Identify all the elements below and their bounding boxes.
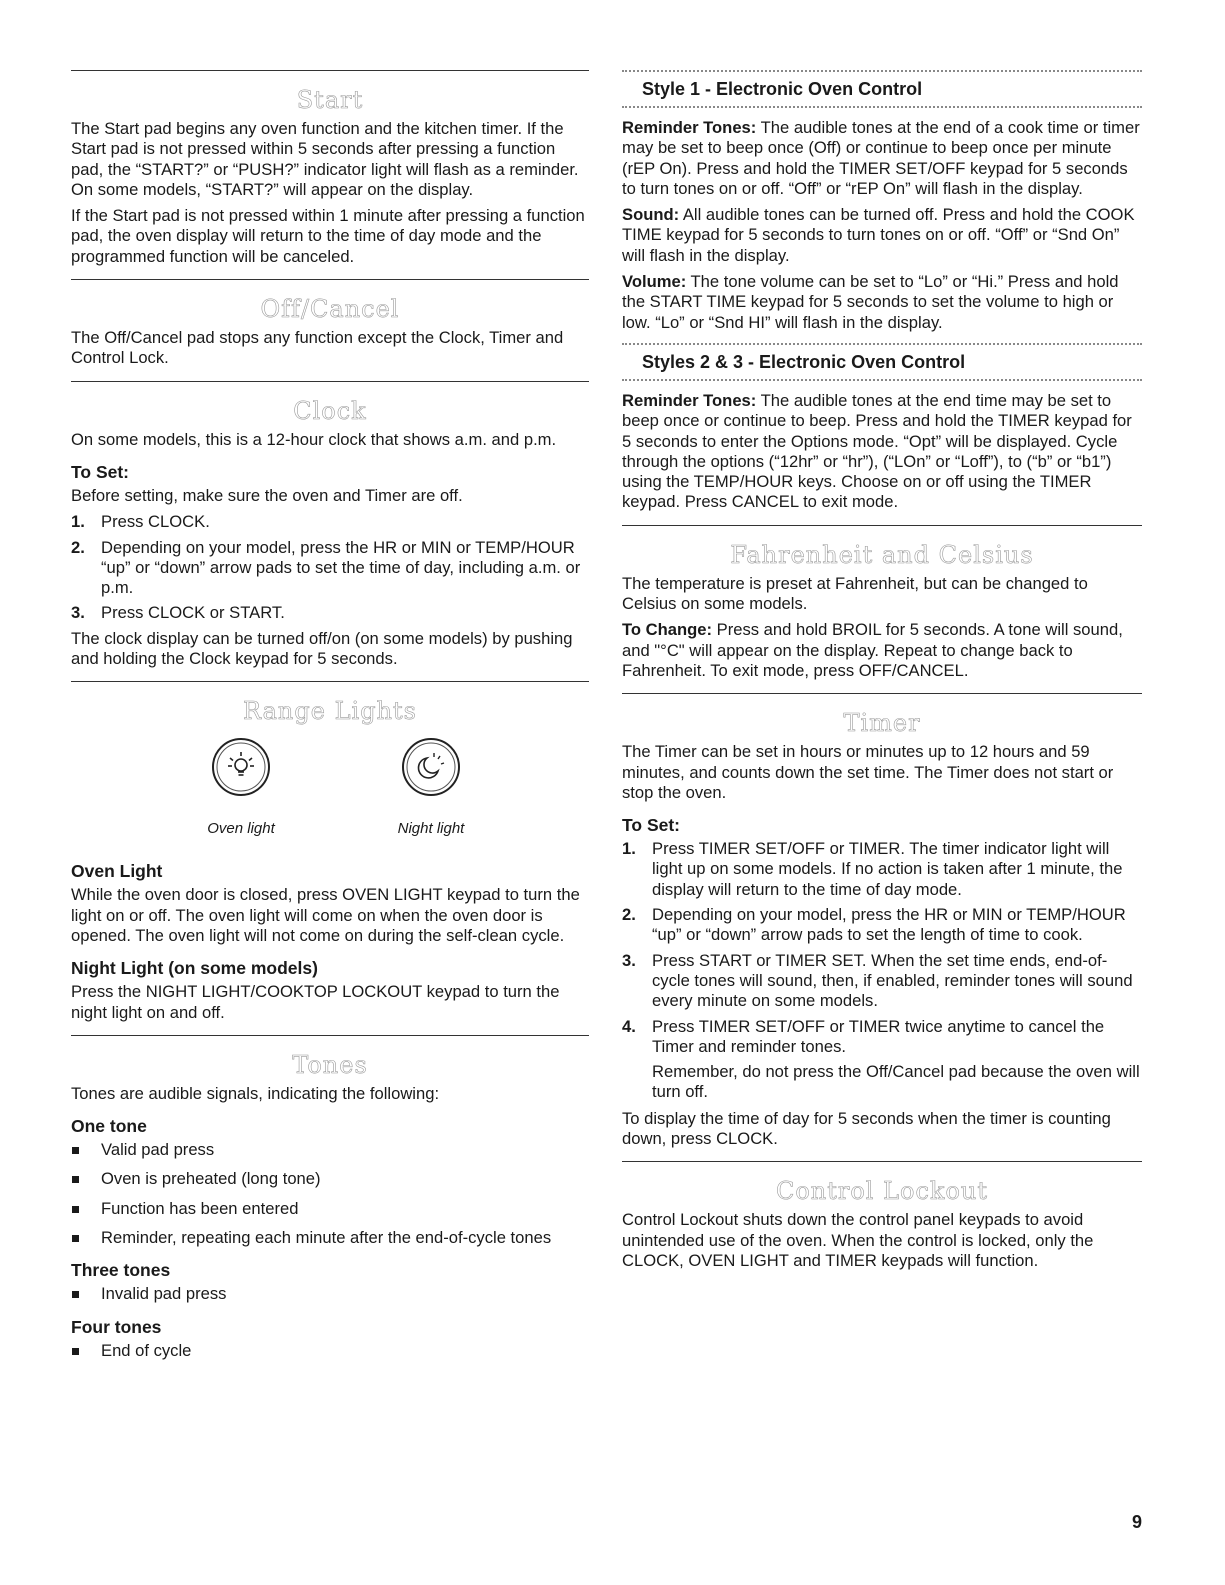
style1-heading: Style 1 - Electronic Oven Control (642, 79, 923, 99)
four-tones-heading: Four tones (71, 1316, 162, 1337)
oven-light-bulb-icon (210, 736, 272, 798)
section-divider (71, 70, 589, 71)
clock-steps (71, 512, 589, 623)
fahrenheit-change (622, 620, 1142, 681)
section-divider (71, 681, 589, 682)
style1-volume-label: Volume: (622, 272, 687, 292)
step-number: 3. (71, 603, 85, 623)
step-text: Press START or TIMER SET. When the set time ends, end-of-cycle tones will sound, then, if enabled, reminder tones will sound every minute on some models. (652, 950, 1133, 1011)
off-cancel-title: Off/Cancel (260, 295, 400, 324)
step-text: Depending on your model, press the HR or MIN or TEMP/HOUR “up” or “down” arrow pads to set the length of time to cook. (652, 905, 1126, 945)
style1-volume-text: The tone volume can be set to “Lo” or “Hi.” Press and hold the START TIME keypad for 5 seconds to set the volume to high or low. “Lo” or “Snd HI” will flash in the display. (622, 272, 1119, 332)
step-text: Press CLOCK or START. (101, 603, 285, 623)
list-item (622, 839, 1142, 900)
off-cancel-text: The Off/Cancel pad stops any function except the Clock, Timer and Control Lock. (71, 328, 564, 368)
section-divider (622, 1161, 1142, 1162)
style1-sound (622, 205, 1142, 266)
style23-reminder-text: The audible tones at the end time may be set to beep once or continue to beep. Press and hold the TIMER keypad for 5 seconds to enter the Options mode. “Opt” will be displayed. Cycle through the options (“12hr” or “hr”), (“LOn” or “Loff”), to (“b” or “b1”) using the TEMP/HOUR keys. Choose on or off using the TIMER keypad. Press CANCEL to exit mode. (622, 390, 1132, 512)
dotted-divider (622, 343, 1142, 345)
oven-light-caption: Oven light (207, 820, 275, 838)
fahrenheit-text: The temperature is preset at Fahrenheit, but can be changed to Celsius on some models. (622, 573, 1088, 614)
step-number: 2. (622, 905, 636, 925)
list-item: Invalid pad press (71, 1284, 589, 1304)
timer-intro: The Timer can be set in hours or minutes up to 12 hours and 59 minutes, and counts down the set time. The Timer does not start or stop the oven. (622, 742, 1114, 802)
start-title: Start (296, 86, 364, 114)
list-item: Valid pad press (71, 1140, 589, 1160)
clock-intro: On some models, this is a 12-hour clock that shows a.m. and p.m. (71, 429, 557, 449)
step-text: Press TIMER SET/OFF or TIMER. The timer indicator light will light up on some models. If no action is taken after 1 minute, the display will return to the time of day mode. (652, 839, 1123, 899)
fahrenheit-change-label: To Change: (622, 620, 713, 640)
tones-intro: Tones are audible signals, indicating the following: (71, 1083, 440, 1103)
night-light-text: Press the NIGHT LIGHT/COOKTOP LOCKOUT keypad to turn the night light on and off. (71, 982, 560, 1022)
step-number: 1. (71, 512, 85, 532)
three-tones-list (71, 1284, 589, 1304)
list-item (622, 905, 1142, 946)
start-paragraph-2: If the Start pad is not pressed within 1 minute after pressing a function pad, the oven display will return to the time of day mode and the programmed function will be canceled. (71, 206, 585, 266)
clock-after: The clock display can be turned off/on (on some models) by pushing and holding the Clock keypad for 5 seconds. (71, 628, 573, 669)
section-divider (71, 381, 589, 382)
fahrenheit-change-text: Press and hold BROIL for 5 seconds. A tone will sound, and "°C" will appear on the display. Repeat to change back to Fahrenheit. To exit mode, press OFF/CANCEL. (622, 620, 1123, 680)
one-tone-list (71, 1140, 589, 1248)
control-lockout-title: Control Lockout (775, 1177, 989, 1206)
list-item (622, 951, 1142, 1012)
clock-to-set-heading: To Set: (71, 461, 130, 482)
list-item (622, 1017, 1142, 1058)
dotted-divider (622, 70, 1142, 72)
start-paragraph-1: The Start pad begins any oven function and the kitchen timer. If the Start pad is not pressed within 5 seconds after pressing a function pad, the “START?” or “PUSH?” indicator light will flash as a reminder. On some models, “START?” will appear on the display. (71, 119, 579, 199)
timer-remember: Remember, do not press the Off/Cancel pad because the oven will turn off. (652, 1062, 1140, 1102)
clock-before: Before setting, make sure the oven and Timer are off. (71, 485, 463, 505)
step-number: 2. (71, 537, 85, 557)
list-item (71, 538, 589, 599)
range-light-icons (181, 736, 491, 837)
style1-reminder (622, 118, 1142, 199)
style1-sound-text: All audible tones can be turned off. Press and hold the COOK TIME keypad for 5 seconds to turn tones on or off. “Off” or “Snd On” will flash in the display. (622, 205, 1135, 265)
dotted-divider (622, 379, 1142, 381)
timer-title: Timer (843, 709, 921, 738)
list-item: Reminder, repeating each minute after the end-of-cycle tones (71, 1228, 589, 1248)
style23-reminder (622, 391, 1142, 513)
night-light-heading: Night Light (on some models) (71, 958, 318, 979)
four-tones-list (71, 1341, 589, 1361)
list-item (71, 603, 589, 623)
three-tones-heading: Three tones (71, 1260, 171, 1281)
list-item (71, 512, 589, 532)
page-number: 9 (1131, 1512, 1142, 1532)
oven-light-text: While the oven door is closed, press OVEN LIGHT keypad to turn the light on or off. The oven light will come on when the oven door is opened. The oven light will not come on during the self-clean cycle. (71, 885, 580, 945)
style1-volume (622, 272, 1142, 333)
step-number: 3. (622, 950, 636, 970)
step-number: 1. (622, 839, 636, 859)
step-number: 4. (622, 1016, 636, 1036)
one-tone-heading: One tone (71, 1116, 147, 1137)
night-light-moon-icon (400, 736, 462, 798)
list-item: Function has been entered (71, 1199, 589, 1219)
style1-reminder-label: Reminder Tones: (622, 118, 757, 137)
timer-to-set-heading: To Set: (622, 815, 681, 836)
style1-reminder-text: The audible tones at the end of a cook time or timer may be set to beep once (Off) or continue to beep once per minute (rEP On). Press and hold the TIMER SET/OFF keypad for 5 seconds to turn tones on or off. “Off” or “rEP On” will flash in the display. (622, 118, 1140, 198)
style23-heading: Styles 2 & 3 - Electronic Oven Control (642, 351, 966, 372)
tones-title: Tones (292, 1050, 368, 1079)
dotted-divider (622, 106, 1142, 108)
section-divider (622, 525, 1142, 526)
step-text: Press TIMER SET/OFF or TIMER twice anytime to cancel the Timer and reminder tones. (652, 1016, 1105, 1056)
clock-title: Clock (293, 396, 367, 425)
fahrenheit-title: Fahrenheit and Celsius (730, 540, 1034, 569)
list-item: End of cycle (71, 1341, 589, 1361)
right-column (622, 70, 1142, 1277)
timer-steps (622, 839, 1142, 1057)
night-light-caption: Night light (397, 820, 465, 838)
control-lockout-text: Control Lockout shuts down the control panel keypads to avoid unintended use of the oven. When the control is locked, only the CLOCK, OVEN LIGHT and TIMER keypads will function. (622, 1210, 1094, 1270)
style23-reminder-label: Reminder Tones: (622, 390, 757, 410)
range-lights-title: Range Lights (243, 697, 417, 726)
oven-light-figure (181, 736, 301, 837)
section-divider (71, 279, 589, 280)
style1-sound-label: Sound: (622, 205, 680, 225)
oven-light-heading: Oven Light (71, 861, 163, 882)
night-light-figure (371, 736, 491, 837)
section-divider (71, 1035, 589, 1036)
list-item: Oven is preheated (long tone) (71, 1169, 589, 1189)
timer-after: To display the time of day for 5 seconds when the timer is counting down, press CLOCK. (622, 1108, 1111, 1148)
section-divider (622, 693, 1142, 694)
left-column (71, 70, 589, 1370)
step-text: Press CLOCK. (101, 512, 210, 532)
step-text: Depending on your model, press the HR or MIN or TEMP/HOUR “up” or “down” arrow pads to set the time of day, including a.m. or p.m. (101, 537, 581, 598)
